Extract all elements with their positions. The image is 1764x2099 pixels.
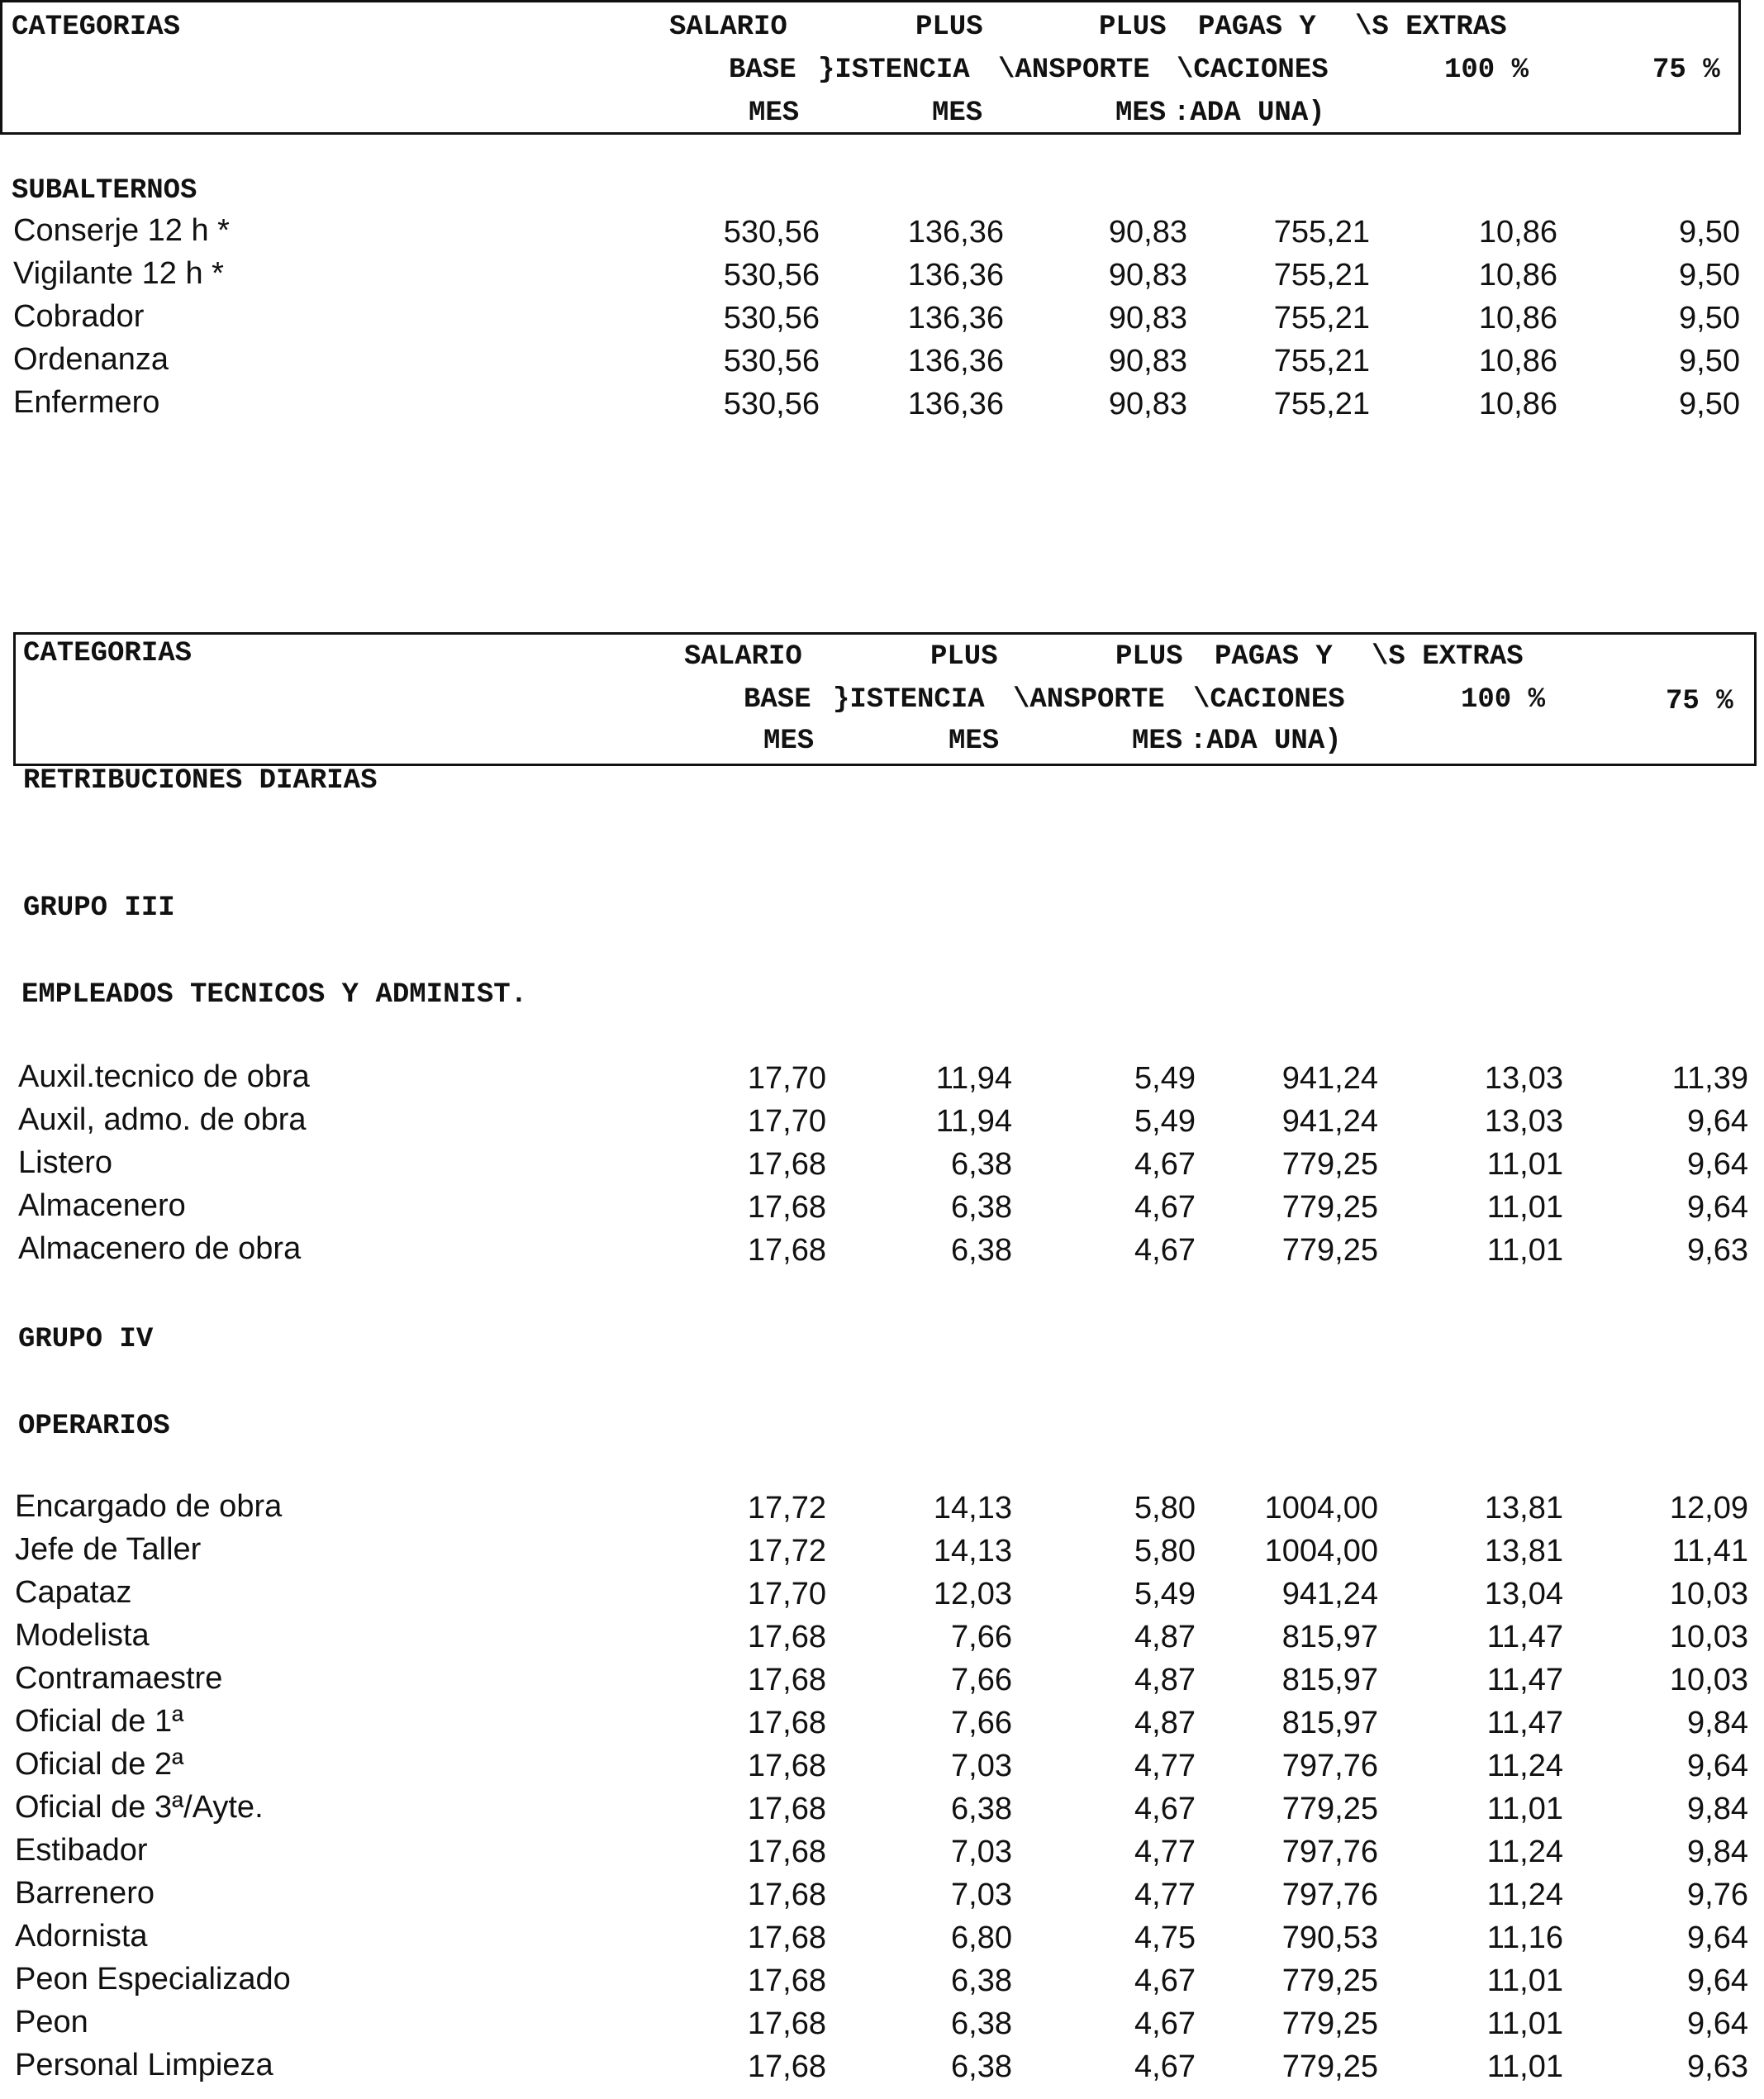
subalterno-row-value-col4: 755,21	[1273, 344, 1370, 378]
subalterno-row-label: Ordenanza	[13, 342, 169, 377]
subalterno-row-value-col6: 9,50	[1679, 215, 1740, 250]
grupo4-row-value-col2: 7,03	[951, 1749, 1012, 1783]
grupo3-row-label: Auxil.tecnico de obra	[18, 1059, 310, 1094]
t2-col-extras: \S EXTRAS	[1372, 641, 1524, 673]
grupo4-row-label: Contramaestre	[15, 1661, 223, 1696]
grupo4-row-value-col5: 11,01	[1486, 2049, 1563, 2084]
subalterno-row-value-col3: 90,83	[1108, 215, 1187, 250]
grupo4-row-value-col6: 10,03	[1669, 1577, 1748, 1611]
grupo4-row-value-col2: 6,80	[951, 1921, 1012, 1955]
t1-col-mes3: MES	[1115, 98, 1167, 129]
t1-col-mes1: MES	[749, 98, 800, 129]
t1-col-extras: \S EXTRAS	[1355, 12, 1507, 43]
grupo4-row-value-col5: 11,24	[1486, 1835, 1563, 1869]
t2-col-cada-una: :ADA UNA)	[1190, 726, 1342, 757]
t2-col-asistencia: }ISTENCIA	[833, 684, 985, 716]
grupo4-row-value-col3: 5,80	[1134, 1534, 1196, 1568]
grupo4-row-value-col2: 7,66	[951, 1706, 1012, 1740]
grupo4-row-value-col2: 6,38	[951, 2006, 1012, 2041]
grupo4-row-value-col3: 4,75	[1134, 1921, 1196, 1955]
grupo4-row-value-col2: 6,38	[951, 2049, 1012, 2084]
grupo4-row-label: Oficial de 1ª	[15, 1704, 184, 1739]
t1-col-mes2: MES	[932, 98, 983, 129]
t2-col-plus1: PLUS	[930, 641, 998, 673]
grupo4-row-value-col2: 7,03	[951, 1878, 1012, 1912]
grupo4-row-value-col1: 17,72	[747, 1491, 826, 1525]
grupo3-row-value-col2: 11,94	[935, 1061, 1012, 1096]
subalterno-row-value-col2: 136,36	[907, 344, 1004, 378]
grupo4-row-value-col2: 7,03	[951, 1835, 1012, 1869]
grupo3-row-value-col5: 11,01	[1486, 1233, 1563, 1268]
grupo3-row-value-col2: 6,38	[951, 1233, 1012, 1268]
t1-col-categorias: CATEGORIAS	[12, 12, 181, 43]
t2-col-75: 75 %	[1666, 686, 1733, 717]
grupo4-row-value-col4: 779,25	[1281, 2049, 1378, 2084]
grupo4-row-value-col4: 941,24	[1281, 1577, 1378, 1611]
grupo3-row-value-col3: 5,49	[1134, 1104, 1196, 1139]
grupo4-row-value-col5: 11,01	[1486, 2006, 1563, 2041]
grupo4-row-label: Peon Especializado	[15, 1962, 291, 1997]
grupo3-row-value-col6: 11,39	[1671, 1061, 1748, 1096]
grupo4-row-value-col2: 7,66	[951, 1620, 1012, 1654]
subalterno-row-value-col6: 9,50	[1679, 344, 1740, 378]
grupo4-row-value-col1: 17,68	[747, 1749, 826, 1783]
grupo4-row-value-col5: 11,24	[1486, 1878, 1563, 1912]
grupo4-row-value-col3: 4,67	[1134, 1963, 1196, 1998]
grupo3-row-label: Listero	[18, 1145, 113, 1180]
subalterno-row-value-col3: 90,83	[1108, 301, 1187, 336]
grupo3-row-value-col3: 4,67	[1134, 1233, 1196, 1268]
t2-col-mes2: MES	[949, 726, 1000, 757]
grupo4-row-value-col4: 815,97	[1281, 1706, 1378, 1740]
t2-col-categorias: CATEGORIAS	[23, 638, 193, 669]
grupo4-row-value-col5: 13,81	[1484, 1534, 1563, 1568]
grupo4-row-value-col3: 5,49	[1134, 1577, 1196, 1611]
subalterno-row-value-col1: 530,56	[723, 387, 820, 421]
grupo4-row-value-col1: 17,68	[747, 1663, 826, 1697]
grupo4-row-value-col5: 11,16	[1486, 1921, 1563, 1955]
grupo4-row-value-col1: 17,68	[747, 2049, 826, 2084]
t1-col-100: 100 %	[1444, 55, 1529, 86]
grupo-iv-heading: GRUPO IV	[18, 1324, 154, 1355]
grupo4-row-value-col5: 11,47	[1486, 1620, 1563, 1654]
grupo3-row-value-col3: 4,67	[1134, 1147, 1196, 1182]
t2-col-mes3: MES	[1132, 726, 1183, 757]
t2-col-salario: SALARIO	[684, 641, 802, 673]
grupo4-row-value-col3: 4,67	[1134, 1792, 1196, 1826]
grupo3-row-label: Auxil, admo. de obra	[18, 1102, 307, 1137]
subalterno-row-value-col4: 755,21	[1273, 301, 1370, 336]
grupo4-row-value-col5: 11,01	[1486, 1792, 1563, 1826]
grupo4-row-value-col3: 4,77	[1134, 1878, 1196, 1912]
grupo4-row-value-col6: 9,84	[1687, 1792, 1748, 1826]
grupo4-row-label: Oficial de 3ª/Ayte.	[15, 1790, 264, 1825]
grupo4-row-value-col4: 779,25	[1281, 1963, 1378, 1998]
grupo3-row-value-col4: 779,25	[1281, 1190, 1378, 1225]
grupo4-row-value-col3: 4,87	[1134, 1620, 1196, 1654]
subalterno-row-label: Enfermero	[13, 385, 160, 420]
grupo4-row-value-col2: 6,38	[951, 1963, 1012, 1998]
grupo4-row-value-col5: 11,47	[1486, 1663, 1563, 1697]
grupo3-row-label: Almacenero de obra	[18, 1231, 302, 1266]
subalterno-row-value-col6: 9,50	[1679, 301, 1740, 336]
t1-col-75: 75 %	[1652, 55, 1720, 86]
grupo4-row-label: Estibador	[15, 1833, 148, 1868]
t2-col-vacaciones: \CACIONES	[1193, 684, 1345, 716]
grupo4-row-value-col6: 9,64	[1687, 1921, 1748, 1955]
grupo3-row-value-col1: 17,70	[747, 1104, 826, 1139]
grupo4-row-value-col3: 4,67	[1134, 2049, 1196, 2084]
t2-col-transporte: \ANSPORTE	[1013, 684, 1165, 716]
grupo3-row-value-col5: 13,03	[1484, 1061, 1563, 1096]
retribuciones-diarias: RETRIBUCIONES DIARIAS	[23, 765, 378, 797]
grupo4-row-value-col3: 4,87	[1134, 1663, 1196, 1697]
t1-col-base: BASE	[729, 55, 796, 86]
grupo4-row-value-col2: 6,38	[951, 1792, 1012, 1826]
grupo4-row-value-col1: 17,68	[747, 1963, 826, 1998]
grupo4-row-value-col4: 1004,00	[1264, 1534, 1378, 1568]
grupo4-row-value-col1: 17,68	[747, 1878, 826, 1912]
subalterno-row-value-col4: 755,21	[1273, 258, 1370, 293]
grupo4-row-label: Personal Limpieza	[15, 2048, 273, 2082]
grupo3-row-value-col4: 941,24	[1281, 1061, 1378, 1096]
grupo4-row-value-col2: 14,13	[933, 1534, 1012, 1568]
grupo4-row-label: Peon	[15, 2005, 88, 2040]
grupo4-row-label: Jefe de Taller	[15, 1532, 202, 1567]
grupo4-row-value-col1: 17,68	[747, 2006, 826, 2041]
t2-col-mes1: MES	[763, 726, 815, 757]
t1-col-pagas-y: PAGAS Y	[1198, 12, 1316, 43]
grupo4-row-value-col6: 10,03	[1669, 1620, 1748, 1654]
subalterno-row-value-col3: 90,83	[1108, 258, 1187, 293]
grupo4-row-value-col1: 17,68	[747, 1835, 826, 1869]
grupo4-row-value-col5: 11,47	[1486, 1706, 1563, 1740]
t1-col-vacaciones: \CACIONES	[1177, 55, 1329, 86]
subalterno-row-value-col1: 530,56	[723, 258, 820, 293]
t1-col-plus1: PLUS	[915, 12, 983, 43]
grupo3-row-value-col1: 17,68	[747, 1147, 826, 1182]
grupo4-row-value-col1: 17,72	[747, 1534, 826, 1568]
grupo4-row-value-col5: 13,04	[1484, 1577, 1563, 1611]
grupo4-row-value-col4: 790,53	[1281, 1921, 1378, 1955]
subalterno-row-value-col3: 90,83	[1108, 344, 1187, 378]
grupo3-row-value-col6: 9,64	[1687, 1190, 1748, 1225]
grupo4-row-value-col2: 14,13	[933, 1491, 1012, 1525]
t1-col-asistencia: }ISTENCIA	[818, 55, 970, 86]
subalterno-row-value-col4: 755,21	[1273, 387, 1370, 421]
t2-col-100: 100 %	[1461, 684, 1546, 716]
grupo3-row-value-col5: 11,01	[1486, 1190, 1563, 1225]
grupo4-row-value-col2: 12,03	[933, 1577, 1012, 1611]
grupo3-row-value-col4: 779,25	[1281, 1147, 1378, 1182]
grupo4-row-value-col4: 815,97	[1281, 1620, 1378, 1654]
t1-col-transporte: \ANSPORTE	[998, 55, 1150, 86]
grupo4-row-value-col4: 797,76	[1281, 1749, 1378, 1783]
grupo4-row-value-col4: 797,76	[1281, 1878, 1378, 1912]
grupo4-row-value-col5: 11,24	[1486, 1749, 1563, 1783]
t2-col-plus2: PLUS	[1115, 641, 1183, 673]
grupo4-row-value-col6: 10,03	[1669, 1663, 1748, 1697]
grupo4-row-value-col1: 17,68	[747, 1921, 826, 1955]
grupo4-row-label: Barrenero	[15, 1876, 155, 1911]
grupo3-row-value-col4: 779,25	[1281, 1233, 1378, 1268]
grupo-iv-subheading: OPERARIOS	[18, 1411, 170, 1442]
t1-col-plus2: PLUS	[1099, 12, 1167, 43]
subalterno-row-value-col1: 530,56	[723, 344, 820, 378]
grupo4-row-value-col4: 797,76	[1281, 1835, 1378, 1869]
subalterno-row-value-col5: 10,86	[1478, 387, 1557, 421]
subalterno-row-value-col2: 136,36	[907, 258, 1004, 293]
grupo4-row-label: Modelista	[15, 1618, 150, 1653]
grupo4-row-value-col6: 9,76	[1687, 1878, 1748, 1912]
grupo4-row-value-col3: 4,67	[1134, 2006, 1196, 2041]
grupo-iii-subheading: EMPLEADOS TECNICOS Y ADMINIST.	[21, 979, 528, 1011]
grupo4-row-value-col1: 17,68	[747, 1620, 826, 1654]
subalterno-row-value-col5: 10,86	[1478, 344, 1557, 378]
grupo4-row-value-col6: 11,41	[1671, 1534, 1748, 1568]
grupo3-row-value-col6: 9,64	[1687, 1147, 1748, 1182]
subalterno-row-value-col5: 10,86	[1478, 258, 1557, 293]
grupo4-row-label: Encargado de obra	[15, 1489, 283, 1524]
grupo3-row-value-col6: 9,63	[1687, 1233, 1748, 1268]
grupo4-row-value-col4: 779,25	[1281, 1792, 1378, 1826]
t1-col-salario: SALARIO	[669, 12, 787, 43]
grupo4-row-value-col6: 9,64	[1687, 1749, 1748, 1783]
grupo3-row-value-col3: 5,49	[1134, 1061, 1196, 1096]
grupo4-row-value-col6: 9,84	[1687, 1706, 1748, 1740]
grupo4-row-value-col5: 11,01	[1486, 1963, 1563, 1998]
grupo4-row-value-col4: 1004,00	[1264, 1491, 1378, 1525]
grupo3-row-value-col2: 11,94	[935, 1104, 1012, 1139]
subalterno-row-label: Cobrador	[13, 299, 145, 334]
subalterno-row-value-col6: 9,50	[1679, 258, 1740, 293]
subalterno-row-value-col5: 10,86	[1478, 301, 1557, 336]
grupo4-row-value-col1: 17,68	[747, 1792, 826, 1826]
grupo3-row-label: Almacenero	[18, 1188, 186, 1223]
subalterno-row-value-col3: 90,83	[1108, 387, 1187, 421]
subalterno-row-value-col6: 9,50	[1679, 387, 1740, 421]
grupo3-row-value-col5: 11,01	[1486, 1147, 1563, 1182]
grupo4-row-value-col6: 12,09	[1669, 1491, 1748, 1525]
t2-col-base: BASE	[744, 684, 811, 716]
grupo4-row-label: Oficial de 2ª	[15, 1747, 184, 1782]
grupo3-row-value-col1: 17,70	[747, 1061, 826, 1096]
grupo4-row-label: Capataz	[15, 1575, 132, 1610]
grupo4-row-value-col1: 17,70	[747, 1577, 826, 1611]
grupo3-row-value-col1: 17,68	[747, 1233, 826, 1268]
subalterno-row-value-col2: 136,36	[907, 387, 1004, 421]
subalterno-row-value-col1: 530,56	[723, 215, 820, 250]
grupo4-row-value-col3: 5,80	[1134, 1491, 1196, 1525]
grupo4-row-label: Adornista	[15, 1919, 148, 1954]
t1-col-cada-una: :ADA UNA)	[1173, 98, 1325, 129]
grupo4-row-value-col6: 9,64	[1687, 1963, 1748, 1998]
grupo4-row-value-col2: 7,66	[951, 1663, 1012, 1697]
grupo4-row-value-col1: 17,68	[747, 1706, 826, 1740]
subalterno-row-value-col2: 136,36	[907, 301, 1004, 336]
grupo4-row-value-col6: 9,63	[1687, 2049, 1748, 2084]
grupo4-row-value-col6: 9,84	[1687, 1835, 1748, 1869]
section-subalternos: SUBALTERNOS	[12, 175, 197, 207]
grupo4-row-value-col3: 4,77	[1134, 1749, 1196, 1783]
grupo-iii-heading: GRUPO III	[23, 892, 175, 924]
grupo4-row-value-col4: 779,25	[1281, 2006, 1378, 2041]
subalterno-row-value-col2: 136,36	[907, 215, 1004, 250]
subalterno-row-label: Conserje 12 h *	[13, 213, 230, 248]
subalterno-row-value-col1: 530,56	[723, 301, 820, 336]
subalterno-row-value-col5: 10,86	[1478, 215, 1557, 250]
grupo4-row-value-col3: 4,77	[1134, 1835, 1196, 1869]
grupo4-row-value-col6: 9,64	[1687, 2006, 1748, 2041]
grupo3-row-value-col2: 6,38	[951, 1190, 1012, 1225]
t2-col-pagas-y: PAGAS Y	[1215, 641, 1333, 673]
subalterno-row-label: Vigilante 12 h *	[13, 256, 224, 291]
grupo3-row-value-col2: 6,38	[951, 1147, 1012, 1182]
subalterno-row-value-col4: 755,21	[1273, 215, 1370, 250]
grupo4-row-value-col3: 4,87	[1134, 1706, 1196, 1740]
grupo4-row-value-col5: 13,81	[1484, 1491, 1563, 1525]
grupo3-row-value-col5: 13,03	[1484, 1104, 1563, 1139]
grupo3-row-value-col3: 4,67	[1134, 1190, 1196, 1225]
grupo3-row-value-col6: 9,64	[1687, 1104, 1748, 1139]
grupo3-row-value-col1: 17,68	[747, 1190, 826, 1225]
grupo3-row-value-col4: 941,24	[1281, 1104, 1378, 1139]
grupo4-row-value-col4: 815,97	[1281, 1663, 1378, 1697]
